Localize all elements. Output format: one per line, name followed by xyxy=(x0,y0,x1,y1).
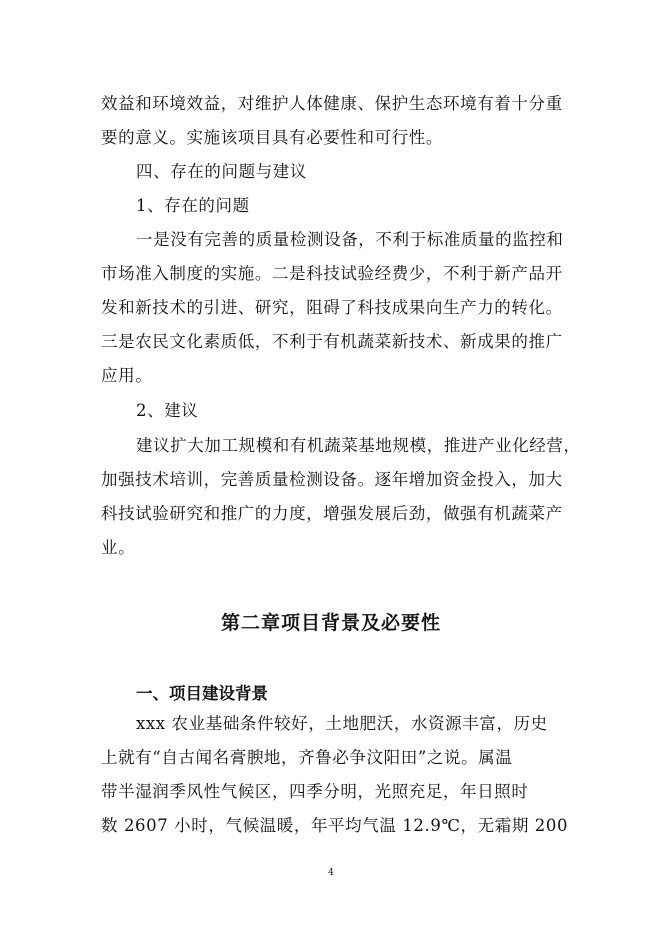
paragraph-line: 业。 xyxy=(101,538,136,557)
paragraph-line: 数 2607 小时，气候温暖，年平均气温 12.9℃，无霜期 200 xyxy=(101,816,569,835)
paragraph-line: 发和新技术的引进、研究，阻碍了科技成果向生产力的转化。 xyxy=(101,298,563,317)
paragraph-line: 三是农民文化素质低，不利于有机蔬菜新技术、新成果的推广 xyxy=(101,332,563,351)
subsection-heading: 1、存在的问题 xyxy=(136,196,250,215)
paragraph-line: 带半湿润季风性气候区，四季分明，光照充足，年日照时 xyxy=(101,782,529,801)
chapter-title: 第二章项目背景及必要性 xyxy=(220,612,441,634)
paragraph-line: 应用。 xyxy=(101,366,153,385)
paragraph-line: 加强技术培训，完善质量检测设备。逐年增加资金投入，加大 xyxy=(101,470,563,489)
paragraph-line: 要的意义。实施该项目具有必要性和可行性。 xyxy=(101,128,443,147)
paragraph-line: 效益和环境效益，对维护人体健康、保护生态环境有着十分重 xyxy=(101,94,563,113)
paragraph-line: xxx 农业基础条件较好，土地肥沃，水资源丰富，历史 xyxy=(136,714,548,733)
page-number: 4 xyxy=(328,868,334,878)
paragraph-line: 建议扩大加工规模和有机蔬菜基地规模，推进产业化经营， xyxy=(136,436,581,455)
section-heading: 四、存在的问题与建议 xyxy=(136,162,307,181)
paragraph-line: 一是没有完善的质量检测设备，不利于标准质量的监控和 xyxy=(136,230,564,249)
paragraph-line: 市场准入制度的实施。二是科技试验经费少，不利于新产品开 xyxy=(101,264,563,283)
subsection-heading: 2、建议 xyxy=(136,401,199,420)
paragraph-line: 科技试验研究和推广的力度，增强发展后劲，做强有机蔬菜产 xyxy=(101,504,563,523)
paragraph-line: 上就有“自古闻名膏腴地，齐鲁必争汶阳田”之说。属温 xyxy=(101,748,513,767)
section-heading: 一、项目建设背景 xyxy=(136,684,268,703)
